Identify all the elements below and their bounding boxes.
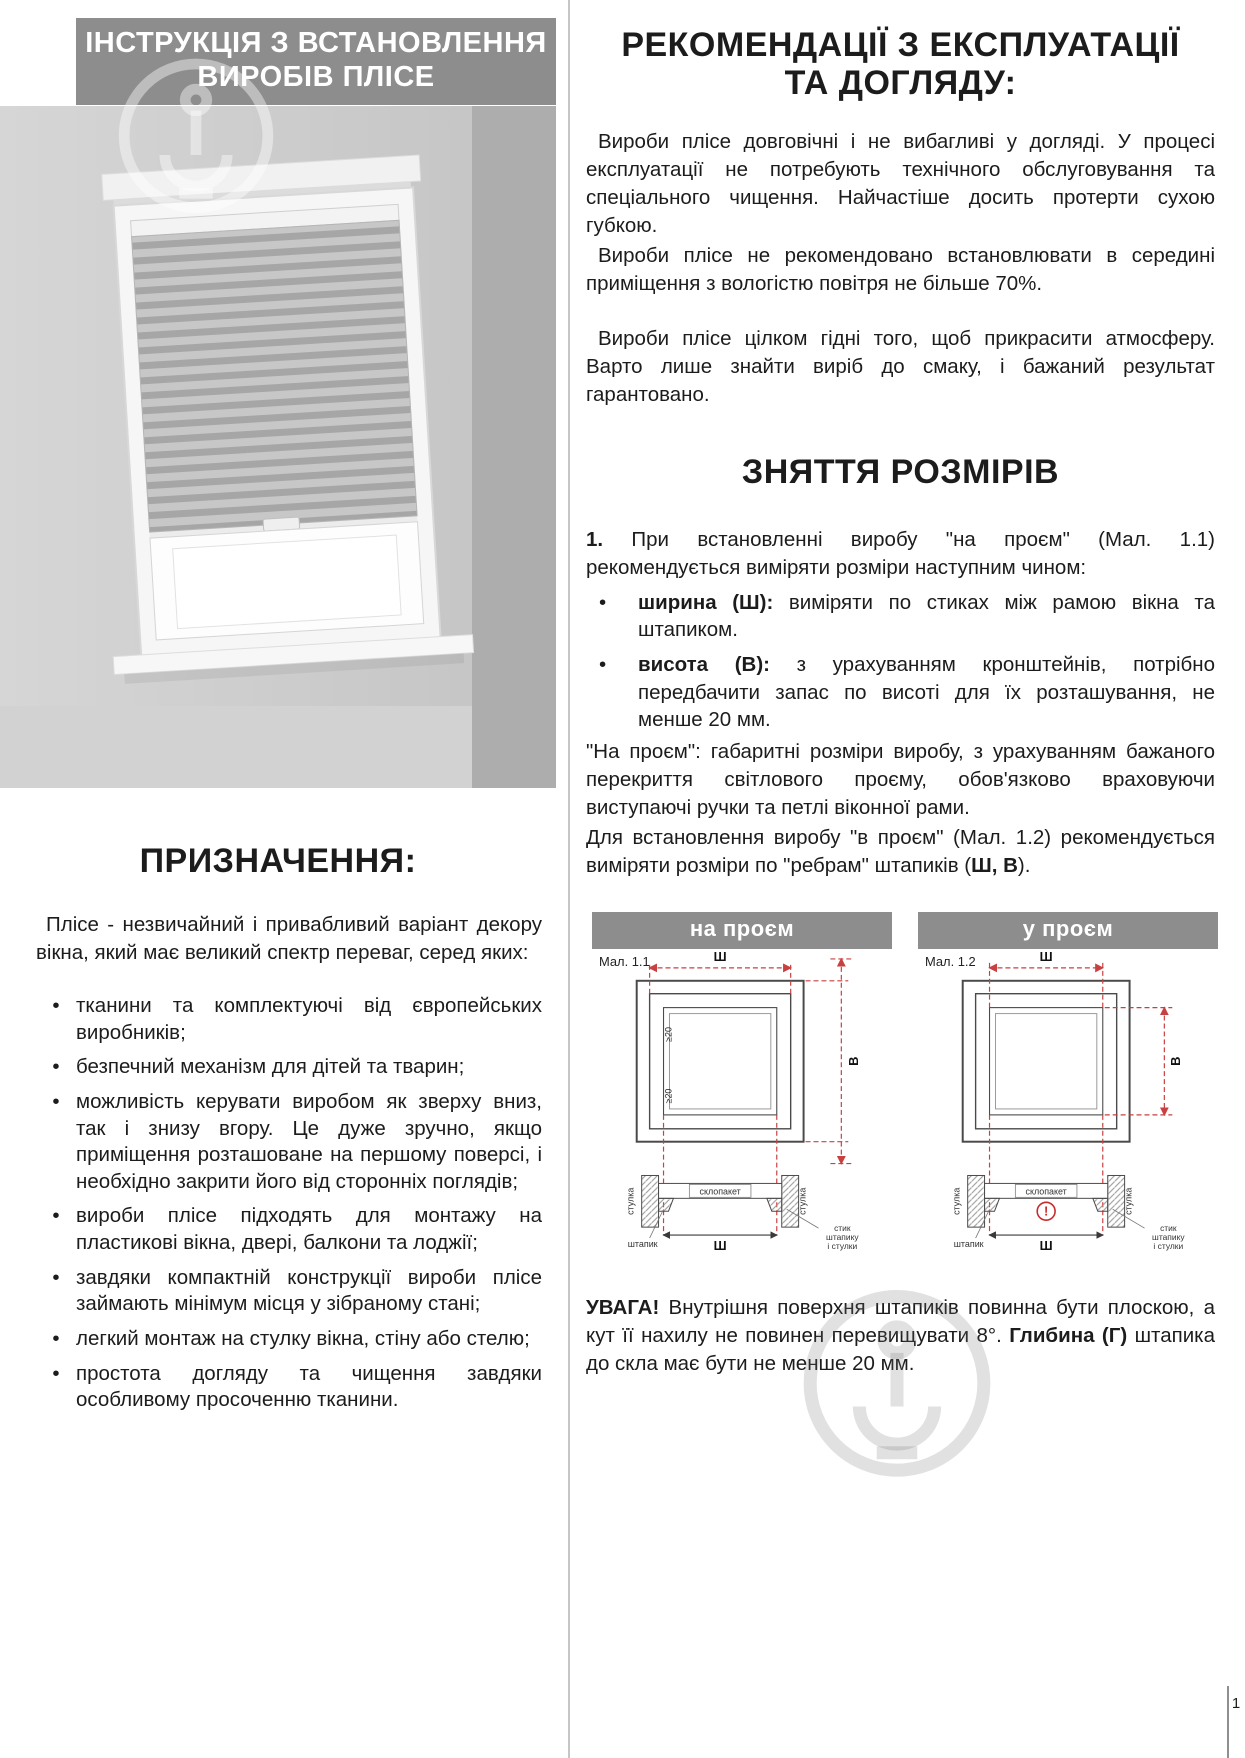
section-width-label: Ш: [713, 1237, 727, 1253]
list-item: • вироби плісе підходять для монтажу на пластикові вікна, двері, балкони та лоджії;: [36, 1203, 542, 1256]
diagram-figure-1-2: [918, 949, 1218, 1261]
width-dimension-label: Ш: [713, 948, 727, 964]
glazing-label: склопакет: [699, 1185, 741, 1196]
bullet-icon: •: [599, 590, 607, 614]
height-dimension-label: В: [1168, 1056, 1184, 1066]
diagram-na-proem: [592, 912, 892, 1261]
blind-illustration: [0, 106, 556, 788]
diagram-header: у проєм: [918, 912, 1218, 949]
bullet-icon: •: [52, 1204, 60, 1228]
bullet-icon: •: [52, 1327, 60, 1351]
purpose-title: ПРИЗНАЧЕННЯ:: [139, 842, 417, 881]
svg-text:штапику: штапику: [826, 1231, 859, 1242]
list-item: • простота догляду та чищення завдяки особливому просоченню тканини.: [36, 1361, 542, 1414]
measure-bullet-height: • висота (В): з урахуванням кронштейнів, потрібно передбачити запас по висоті для їх розташування, не менше 20 мм.: [586, 651, 1215, 734]
bullet-icon: •: [52, 1361, 60, 1385]
sash-label-left: стулка: [951, 1187, 962, 1215]
care-paragraph-3: Вироби плісе цілком гідні того, щоб прикрасити атмосферу. Варто лише знайти виріб до смаку, і бажаний результат гарантовано.: [586, 327, 1215, 407]
measure-diagrams: [592, 912, 1215, 1261]
left-column: [0, 0, 556, 1422]
warning-paragraph: УВАГА! Внутрішня поверхня штапиків повинна бути плоскою, а кут її нахилу не повинен перевищувати 8°. Глибина (Г) штапика до скла має бути не менше 20 мм.: [586, 1296, 1215, 1376]
diagram-header: на проєм: [592, 912, 892, 949]
measure-bullet-width: • ширина (Ш): виміряти по стиках між рамою вікна та штапиком.: [586, 589, 1215, 644]
measure-bullet-list: [586, 589, 1215, 734]
left-header: [76, 18, 556, 105]
list-item: • легкий монтаж на стулку вікна, стіну або стелю;: [36, 1326, 542, 1353]
svg-text:!: !: [1043, 1203, 1049, 1219]
list-item: • можливість керувати виробом як зверху вниз, так і знизу вгору. Це дуже зручно, якщо приміщення розташоване на першому поверсі, і необхідно закрити його від сторонніх поглядів;: [36, 1089, 542, 1196]
joint-label: стик: [834, 1222, 851, 1233]
floor: [0, 706, 472, 788]
list-item: • безпечний механізм для дітей та тварин;: [36, 1054, 542, 1081]
column-divider: [568, 0, 570, 1758]
sash-label-right: стулка: [797, 1187, 808, 1215]
sash-label-right: стулка: [1123, 1187, 1134, 1215]
care-paragraph-2: Вироби плісе не рекомендовано встановлювати в середині приміщення з вологістю повітря не більше 70%.: [586, 243, 1215, 295]
measure-title: ЗНЯТТЯ РОЗМІРІВ: [741, 453, 1060, 492]
right-column: [586, 0, 1215, 1378]
figure-caption: Мал. 1.1: [598, 953, 650, 969]
paragraph-v-proem: Для встановлення виробу "в проєм" (Мал. 1.2) рекомендується виміряти розміри по "ребрам" штапиків (Ш, В).: [586, 825, 1215, 877]
section-width-label: Ш: [1039, 1237, 1053, 1253]
width-dimension-label: Ш: [1039, 948, 1053, 964]
bullet-icon: •: [52, 1265, 60, 1289]
joint-label: стик: [1160, 1222, 1177, 1233]
diagram-figure-1-1: [592, 949, 892, 1261]
footer-rule: [1227, 1686, 1229, 1758]
allowance-label-top: ≥20: [663, 1026, 674, 1042]
purpose-bullet-list: [36, 993, 542, 1414]
sash-label-left: стулка: [625, 1187, 636, 1215]
care-paragraph-1: Вироби плісе довговічні і не вибагливі у догляді. У процесі експлуатації не потребують технічного обслуговування та спеціального чищення. Найчастіше досить протерти сухою губкою.: [586, 130, 1215, 237]
pleated-fabric: [132, 221, 418, 533]
left-header-line1: ІНСТРУКЦІЯ З ВСТАНОВЛЕННЯ: [85, 27, 547, 59]
list-item: • завдяки компактній конструкції вироби плісе займають мінімум місця у зібраному стані;: [36, 1265, 542, 1318]
list-item: • тканини та комплектуючі від європейських виробників;: [36, 993, 542, 1046]
glazing-label: склопакет: [1025, 1185, 1067, 1196]
page-number: 1: [1231, 1695, 1241, 1712]
window-glass: [173, 535, 401, 629]
bullet-icon: •: [52, 1089, 60, 1113]
figure-caption: Мал. 1.2: [924, 953, 976, 969]
svg-text:і стулки: і стулки: [827, 1240, 858, 1251]
bullet-icon: •: [52, 994, 60, 1017]
left-header-line2: ВИРОБІВ ПЛІСЕ: [197, 60, 435, 93]
bead-label: штапик: [627, 1238, 658, 1249]
svg-text:штапику: штапику: [1152, 1231, 1185, 1242]
measure-step-1: 1. При встановленні виробу "на проєм" (Мал. 1.1) рекомендується виміряти розміри наступним чином:: [586, 528, 1215, 579]
window-with-blind: [84, 154, 474, 685]
height-dimension-label: В: [846, 1056, 862, 1066]
bead-label: штапик: [953, 1238, 984, 1249]
bullet-icon: •: [599, 653, 607, 677]
care-title: РЕКОМЕНДАЦІЇ З ЕКСПЛУАТАЦІЇ ТА ДОГЛЯДУ:: [621, 26, 1180, 103]
diagram-u-proem: [918, 912, 1218, 1261]
wall-corner-shadow: [472, 106, 556, 788]
bullet-icon: •: [52, 1055, 60, 1079]
svg-text:і стулки: і стулки: [1153, 1240, 1184, 1251]
paragraph-na-proem: "На проєм": габаритні розміри виробу, з урахуванням бажаного перекриття світлового проєму, обов'язково враховуючи виступаючі ручки та петлі віконної рами.: [586, 740, 1215, 819]
purpose-intro: Плісе - незвичайний і привабливий варіант декору вікна, який має великий спектр переваг, серед яких:: [36, 913, 542, 965]
allowance-label-bottom: ≥20: [663, 1088, 674, 1103]
